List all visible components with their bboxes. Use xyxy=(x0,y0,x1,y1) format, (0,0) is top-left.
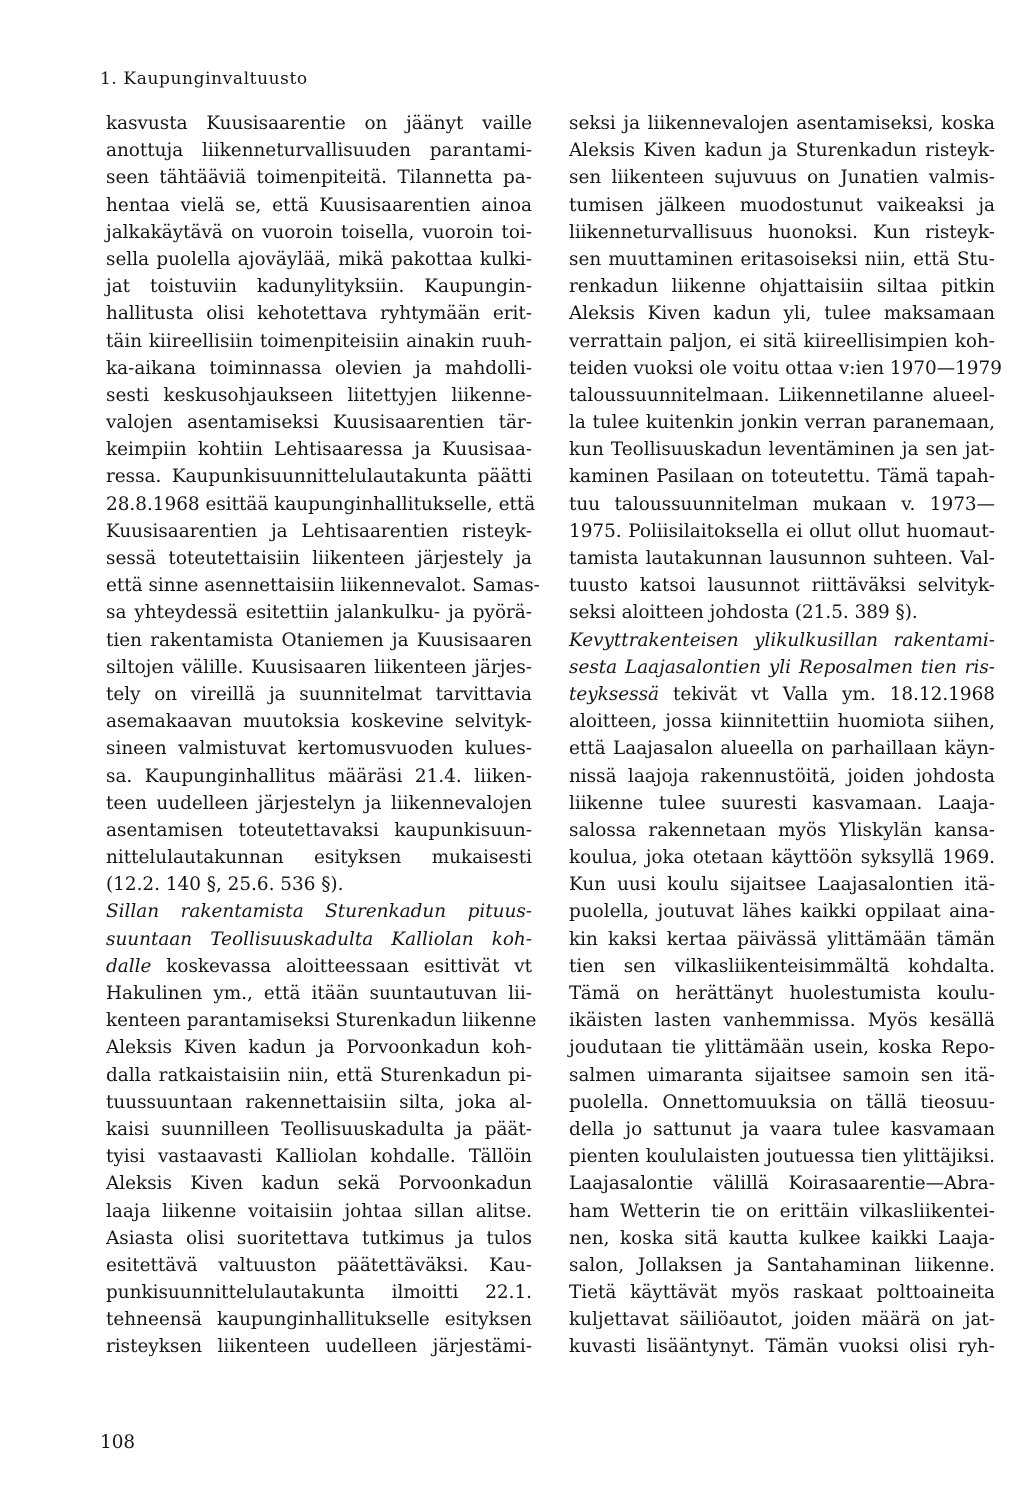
text-line xyxy=(569,273,995,300)
text-line xyxy=(569,1143,995,1170)
text-segment: jat toistuviin kadunylityksiin. Kaupungin- xyxy=(106,276,532,298)
text-line xyxy=(106,137,532,164)
text-line xyxy=(569,436,995,463)
text-segment: liikenne tulee suuresti kasvamaan. Laaja- xyxy=(569,792,995,814)
text-segment: kuljettavat säiliöautot, joiden määrä on jat- xyxy=(569,1309,995,1331)
text-line xyxy=(106,545,532,572)
text-line xyxy=(569,627,995,654)
text-line xyxy=(569,164,995,191)
text-line xyxy=(569,871,995,898)
text-segment: nittelulautakunnan esityksen mukaisesti xyxy=(106,847,532,869)
text-segment: sa. Kaupunginhallitus määräsi 21.4. liiken- xyxy=(106,765,532,787)
left-text-column xyxy=(106,110,540,1361)
running-header: 1. Kaupunginvaltuusto xyxy=(100,69,308,89)
text-segment: ham Wetterin tie on erittäin vilkasliikentei- xyxy=(569,1200,995,1222)
text-segment: valojen asentamiseksi Kuusisaarentien tär- xyxy=(106,412,532,434)
text-segment: teiden vuoksi ole voitu ottaa v:ien 1970—1979 xyxy=(569,357,1002,379)
text-line xyxy=(569,844,995,871)
text-segment: tumisen jälkeen muodostunut vaikeaksi ja xyxy=(569,194,995,216)
text-segment: sesti keskusohjaukseen liitettyjen liikenne- xyxy=(106,384,532,406)
text-segment: Asiasta olisi suoritettava tutkimus ja tulos xyxy=(106,1227,532,1249)
text-line xyxy=(569,1333,995,1360)
text-line xyxy=(569,654,995,681)
text-line xyxy=(569,953,995,980)
text-segment: puolella, joutuvat lähes kaikki oppilaat aina- xyxy=(569,901,995,923)
text-segment: hentaa vielä se, että Kuusisaarentien ainoa xyxy=(106,194,532,216)
text-line xyxy=(569,463,995,490)
text-segment: asentamisen toteutettavaksi kaupunkisuun- xyxy=(106,819,532,841)
text-line xyxy=(106,328,532,355)
text-segment: Aleksis Kiven kadun ja Porvoonkadun koh- xyxy=(106,1037,532,1059)
text-line xyxy=(569,1034,995,1061)
text-segment: Kuusisaarentien ja Lehtisaarentien risteyk- xyxy=(106,520,532,542)
text-line xyxy=(106,1007,537,1034)
text-line xyxy=(106,436,532,463)
text-line xyxy=(569,545,995,572)
text-line xyxy=(569,763,995,790)
text-line xyxy=(569,1170,995,1197)
text-segment: tuu taloussuunnitelman mukaan v. 1973— xyxy=(569,493,995,515)
text-line xyxy=(106,953,532,980)
text-line xyxy=(569,355,1002,382)
text-segment: Aleksis Kiven kadun yli, tulee maksamaan xyxy=(569,303,995,325)
text-segment: Aleksis Kiven kadun sekä Porvoonkadun xyxy=(106,1173,532,1195)
italic-heading-segment: dalle xyxy=(106,955,152,977)
text-line xyxy=(106,219,532,246)
text-segment: Aleksis Kiven kadun ja Sturenkadun risteyk- xyxy=(569,140,995,162)
italic-heading-segment: Sillan rakentamista Sturenkadun pituus- xyxy=(106,901,532,923)
text-segment: tuusto katsoi lausunnot riittäväksi selvityk- xyxy=(569,575,995,597)
text-line xyxy=(106,1279,532,1306)
text-segment: tyisi vastaavasti Kalliolan kohdalle. Tällöin xyxy=(106,1146,532,1168)
text-line xyxy=(569,708,995,735)
text-segment: laaja liikenne voitaisiin johtaa sillan alitse. xyxy=(106,1200,532,1222)
text-line xyxy=(569,898,995,925)
text-segment: tamista lautakunnan lausunnon suhteen. Val- xyxy=(569,548,995,569)
text-line xyxy=(106,980,532,1007)
text-segment: esitettävä valtuuston päätettäväksi. Kau- xyxy=(106,1254,532,1276)
text-segment: salossa rakennetaan myös Yliskylän kansa- xyxy=(569,819,995,841)
text-segment: ressa. Kaupunkisuunnittelulautakunta päätti xyxy=(106,466,532,488)
text-line xyxy=(106,1034,532,1061)
text-line xyxy=(569,246,995,273)
text-line xyxy=(106,817,532,844)
text-segment: verrattain paljon, ei sitä kiireellisimpien koh- xyxy=(569,330,995,352)
text-segment: sineen valmistuvat kertomusvuoden kulues- xyxy=(106,738,532,760)
text-line xyxy=(569,817,995,844)
text-segment: pienten koululaisten joutuessa tien ylittäjiksi. xyxy=(569,1146,995,1168)
right-text-column xyxy=(569,110,1002,1361)
text-segment: Laajasalontie välillä Koirasaarentie—Abra- xyxy=(569,1173,995,1195)
text-segment: Hakulinen ym., että itään suuntautuvan lii- xyxy=(106,983,532,1004)
text-line xyxy=(569,572,995,599)
text-line xyxy=(569,328,995,355)
text-line xyxy=(569,926,995,953)
text-segment: salon, Jollaksen ja Santahaminan liikenne. xyxy=(569,1254,995,1276)
text-segment: sessä toteutettaisiin liikenteen järjestely ja xyxy=(106,548,532,569)
text-segment: ikäisten lasten vanhemmissa. Myös kesällä xyxy=(569,1010,995,1032)
text-segment: (12.2. 140 §, 25.6. 536 §). xyxy=(106,874,344,896)
text-line xyxy=(106,1225,532,1252)
text-segment: sa yhteydessä esitettiin jalankulku- ja pyörä- xyxy=(106,602,532,624)
text-line xyxy=(106,1143,532,1170)
text-line xyxy=(569,1225,995,1252)
text-segment: taloussuunnitelmaan. Liikennetilanne alueel- xyxy=(569,384,995,406)
text-line xyxy=(106,735,532,762)
text-line xyxy=(106,844,532,871)
text-line xyxy=(106,518,532,545)
text-segment: siltojen välille. Kuusisaaren liikenteen järjes- xyxy=(106,656,532,678)
text-segment: asemakaavan muutoksia koskevine selvityk- xyxy=(106,711,532,733)
text-line xyxy=(569,1198,995,1225)
text-segment: puolella. Onnettomuuksia on tällä tieosuu- xyxy=(569,1091,995,1113)
text-line xyxy=(569,409,995,436)
italic-heading-segment: suuntaan Teollisuuskadulta Kalliolan koh- xyxy=(106,928,532,950)
text-line xyxy=(106,300,532,327)
text-segment: sella puolella ajoväylää, mikä pakottaa kulki- xyxy=(106,248,532,270)
text-line xyxy=(106,599,532,626)
page-number: 108 xyxy=(100,1432,136,1453)
text-line xyxy=(106,164,532,191)
text-line xyxy=(106,681,532,708)
text-line xyxy=(106,572,540,599)
text-line xyxy=(106,491,536,518)
text-segment: 28.8.1968 esittää kaupunginhallitukselle, että xyxy=(106,493,536,515)
text-segment: täin kiireellisiin toimenpiteisiin ainakin ruuh- xyxy=(106,330,532,352)
text-line xyxy=(106,1116,532,1143)
text-line xyxy=(106,1062,532,1089)
text-segment: dalla ratkaistaisiin niin, että Sturenkadun pi- xyxy=(106,1064,532,1086)
text-segment: hallitusta olisi kehotettava ryhtymään erit- xyxy=(106,303,532,325)
text-line xyxy=(569,1007,995,1034)
text-line xyxy=(569,1306,995,1333)
text-line xyxy=(106,1170,532,1197)
text-segment: sen liikenteen sujuvuus on Junatien valmis- xyxy=(569,167,995,189)
text-segment: anottuja liikenneturvallisuuden parantami- xyxy=(106,140,532,162)
text-line xyxy=(106,1306,532,1333)
text-segment: kuvasti lisääntynyt. Tämän vuoksi olisi ryh- xyxy=(569,1336,995,1358)
italic-heading-segment: Kevyttrakenteisen ylikulkusillan rakentami- xyxy=(569,629,995,651)
text-segment: tien sen vilkasliikenteisimmältä kohdalta. xyxy=(569,955,995,977)
text-line xyxy=(106,1333,532,1360)
text-line xyxy=(106,708,532,735)
text-segment: että sinne asennettaisiin liikennevalot. Samas- xyxy=(106,575,540,597)
text-segment: renkadun liikenne ohjattaisiin siltaa pitkin xyxy=(569,276,995,298)
text-line xyxy=(569,491,995,518)
text-line xyxy=(569,1062,995,1089)
text-line xyxy=(106,463,532,490)
text-line xyxy=(569,518,995,545)
text-line xyxy=(569,790,995,817)
text-segment: kenteen parantamiseksi Sturenkadun liikenne xyxy=(106,1010,537,1032)
text-segment: koskevassa aloitteessaan esittivät vt xyxy=(151,955,532,977)
text-line xyxy=(106,382,532,409)
text-segment: salmen uimaranta sijaitsee samoin sen itä- xyxy=(569,1064,995,1086)
text-segment: kasvusta Kuusisaarentie on jäänyt vaille xyxy=(106,113,532,134)
text-segment: keimpiin kohtiin Lehtisaaressa ja Kuusisaa- xyxy=(106,439,532,461)
text-segment: Tämä on herättänyt huolestumista koulu- xyxy=(569,983,995,1004)
text-segment: ka-aikana toiminnassa olevien ja mahdolli- xyxy=(106,357,532,379)
text-segment: la tulee kuitenkin jonkin verran paranemaan, xyxy=(569,412,995,434)
text-segment: Tietä käyttävät myös raskaat polttoaineita xyxy=(569,1282,995,1304)
text-line xyxy=(106,790,532,817)
text-line xyxy=(106,1198,532,1225)
text-line xyxy=(569,1252,995,1279)
text-segment: kaisi suunnilleen Teollisuuskadulta ja päät- xyxy=(106,1118,532,1140)
text-line xyxy=(569,137,995,164)
text-line xyxy=(106,110,532,137)
text-segment: että Laajasalon alueella on parhaillaan käyn- xyxy=(569,738,995,760)
text-line xyxy=(569,1089,995,1116)
text-segment: tuussuuntaan rakennettaisiin silta, joka al- xyxy=(106,1091,532,1113)
text-segment: punkisuunnittelulautakunta ilmoitti 22.1. xyxy=(106,1282,532,1304)
text-segment: seksi aloitteen johdosta (21.5. 389 §). xyxy=(569,602,918,624)
text-line xyxy=(569,1116,995,1143)
text-segment: tien rakentamista Otaniemen ja Kuusisaaren xyxy=(106,629,532,651)
text-segment: tekivät vt Valla ym. 18.12.1968 xyxy=(658,683,995,705)
text-line xyxy=(106,763,532,790)
text-line xyxy=(106,1252,532,1279)
text-segment: kaminen Pasilaan on toteutettu. Tämä tapah- xyxy=(569,466,995,488)
text-line xyxy=(106,246,532,273)
text-line xyxy=(569,382,995,409)
text-segment: kin kaksi kertaa päivässä ylittämään tämän xyxy=(569,928,995,950)
text-line xyxy=(106,871,532,898)
text-segment: sen muuttaminen eritasoiseksi niin, että Stu- xyxy=(569,248,995,270)
text-segment: jalkakäytävä on vuoroin toisella, vuoroin toi- xyxy=(106,221,532,243)
text-segment: koulua, joka otetaan käyttöön syksyllä 1969. xyxy=(569,847,995,869)
text-line xyxy=(106,627,532,654)
text-segment: aloitteen, jossa kiinnitettiin huomiota siihen, xyxy=(569,711,995,733)
text-line xyxy=(569,219,995,246)
text-line xyxy=(106,1089,532,1116)
text-line xyxy=(106,409,532,436)
text-line xyxy=(569,110,995,137)
text-segment: tehneensä kaupunginhallitukselle esityksen xyxy=(106,1309,532,1331)
text-line xyxy=(569,980,995,1007)
italic-heading-segment: teyksessä xyxy=(569,683,659,705)
text-segment: kun Teollisuuskadun leventäminen ja sen jat- xyxy=(569,439,995,461)
text-line xyxy=(106,654,532,681)
text-segment: Kun uusi koulu sijaitsee Laajasalontien itä- xyxy=(569,874,995,896)
text-segment: tely on vireillä ja suunnitelmat tarvittavia xyxy=(106,683,532,705)
text-segment: nissä laajoja rakennustöitä, joiden johdosta xyxy=(569,765,995,787)
text-line xyxy=(106,926,532,953)
text-segment: risteyksen liikenteen uudelleen järjestämi- xyxy=(106,1336,532,1358)
text-segment: joudutaan tie ylittämään usein, koska Repo- xyxy=(569,1037,995,1059)
text-segment: seen tähtääviä toimenpiteitä. Tilannetta pa- xyxy=(106,167,532,189)
text-segment: liikenneturvallisuus huonoksi. Kun risteyk- xyxy=(569,221,995,243)
text-line xyxy=(106,355,532,382)
text-segment: teen uudelleen järjestelyn ja liikennevalojen xyxy=(106,792,532,814)
text-line xyxy=(569,599,995,626)
text-segment: della jo sattunut ja vaara tulee kasvamaan xyxy=(569,1118,995,1140)
text-line xyxy=(569,300,995,327)
text-line xyxy=(106,898,532,925)
text-line xyxy=(569,192,995,219)
text-line xyxy=(569,735,995,762)
text-line xyxy=(106,192,532,219)
text-segment: 1975. Poliisilaitoksella ei ollut ollut huomaut- xyxy=(569,520,995,542)
italic-heading-segment: sesta Laajasalontien yli Reposalmen tien ris- xyxy=(569,656,995,678)
text-line xyxy=(569,681,995,708)
text-line xyxy=(106,273,532,300)
text-line xyxy=(569,1279,995,1306)
text-segment: nen, koska sitä kautta kulkee kaikki Laaja- xyxy=(569,1227,995,1249)
text-segment: seksi ja liikennevalojen asentamiseksi, koska xyxy=(569,113,995,134)
